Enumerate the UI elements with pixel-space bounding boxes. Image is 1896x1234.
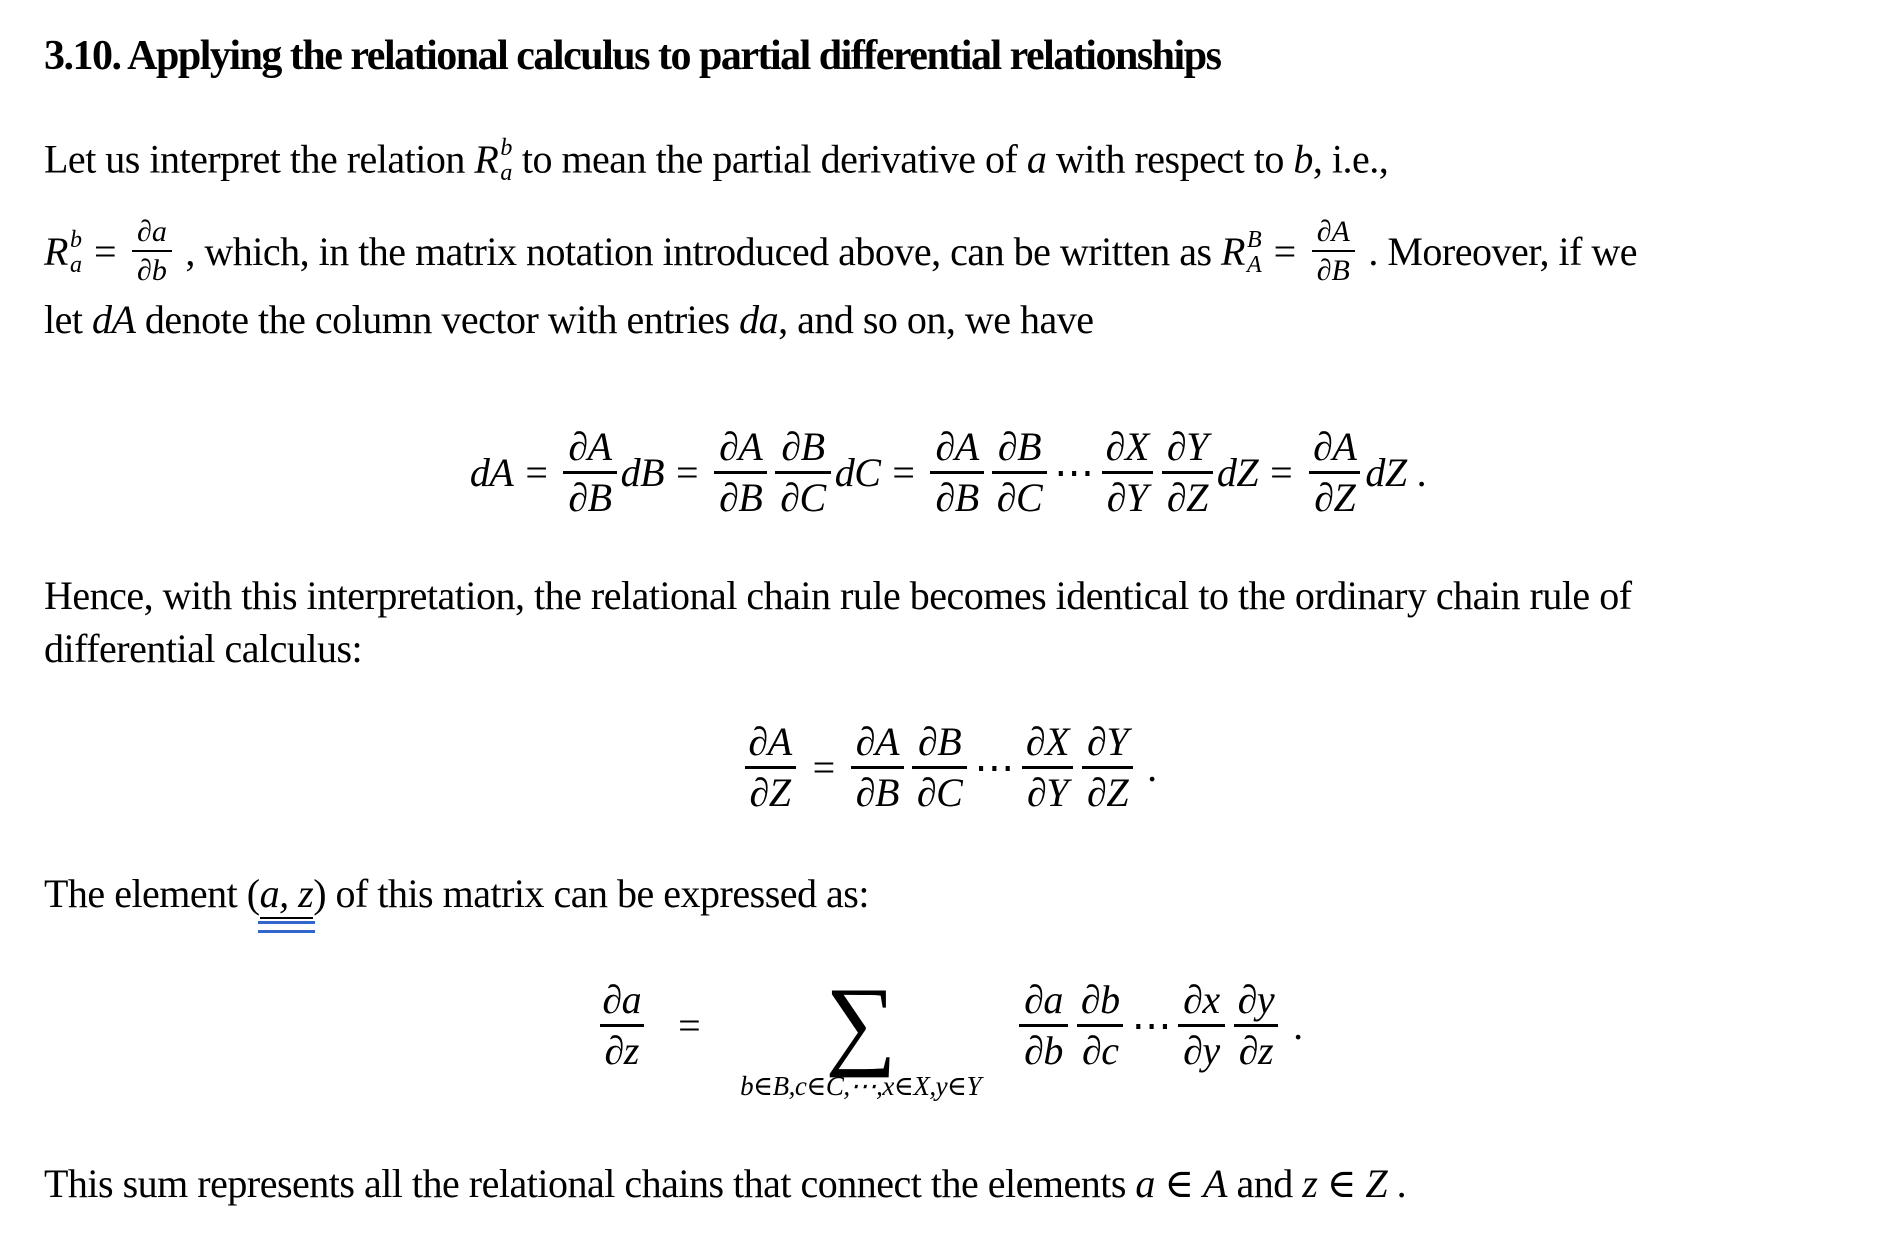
math-term-dZ: dZ	[1365, 450, 1407, 495]
equals-sign: =	[1273, 228, 1296, 274]
fraction-numerator: ∂Y	[1166, 424, 1208, 469]
fraction-numerator: ∂b	[1080, 977, 1120, 1023]
equals-sign: =	[892, 450, 915, 495]
period: .	[1147, 745, 1157, 790]
cdots: ⋯	[974, 745, 1014, 790]
fraction-numerator: ∂A	[568, 424, 612, 469]
fraction-denominator: ∂Y	[1102, 471, 1153, 520]
text-run: The element (	[44, 871, 260, 916]
fraction-denominator: ∂C	[775, 471, 830, 520]
fraction-denominator: ∂C	[992, 471, 1047, 520]
fraction	[597, 978, 646, 1073]
fraction-denominator: ∂Z	[1309, 471, 1360, 520]
grammar-marked-text[interactable]: a, z	[260, 871, 314, 919]
math-var-Z: Z	[1365, 1161, 1388, 1206]
summation-limits: b∈B,c∈C,⋯,x∈X,y∈Y	[740, 1071, 982, 1101]
math-term-dC: dC	[834, 450, 881, 495]
fraction	[930, 425, 983, 520]
math-R-sup-B-sub-A	[1221, 226, 1262, 276]
superscript: b	[500, 135, 513, 161]
fraction-numerator: ∂A	[935, 424, 979, 469]
fraction-denominator: ∂b	[1019, 1024, 1068, 1073]
text-run: and	[1226, 1161, 1303, 1206]
text-run: let	[44, 297, 92, 342]
cdots: ⋯	[1054, 450, 1094, 495]
math-base-R: R	[474, 136, 499, 182]
element-of-symbol: ∈	[1154, 1161, 1204, 1206]
math-var-a: a	[1135, 1161, 1155, 1206]
sup-sub-stack	[1247, 228, 1262, 278]
fraction-numerator: ∂X	[1105, 424, 1149, 469]
math-var-a: a	[1026, 136, 1047, 182]
fraction-numerator: ∂B	[918, 719, 962, 764]
fraction-denominator: ∂Z	[745, 766, 796, 815]
fraction-dA-dB	[1312, 215, 1355, 287]
math-term-dA: dA	[469, 450, 514, 495]
fraction	[1076, 978, 1125, 1073]
equals-sign: =	[1270, 450, 1293, 495]
superscript: B	[1246, 226, 1262, 253]
equals-sign: =	[812, 745, 835, 790]
math-base-R: R	[44, 228, 68, 274]
text-run: Hence, with this interpretation, the relational chain rule becomes identical to the ordinary chain rule of	[44, 573, 1632, 618]
text-run: denote the column vector with entries	[135, 297, 740, 342]
paragraph-intro-line-3	[44, 296, 1094, 343]
fraction	[1021, 720, 1074, 815]
fraction-numerator: ∂a	[137, 215, 167, 248]
fraction-numerator: ∂A	[855, 719, 899, 764]
math-var-da: da	[739, 297, 779, 342]
fraction-denominator: ∂Z	[1162, 471, 1213, 520]
fraction-denominator: ∂c	[1077, 1024, 1124, 1073]
fraction-numerator: ∂X	[1025, 719, 1070, 764]
math-var-b: b	[1293, 136, 1313, 182]
text-run: differential calculus:	[44, 626, 363, 671]
fraction-denominator: ∂B	[563, 471, 616, 520]
fraction-denominator: ∂y	[1178, 1024, 1225, 1073]
fraction	[743, 720, 796, 815]
fraction	[714, 425, 767, 520]
element-of-symbol: ∈	[1317, 1161, 1366, 1206]
paragraph-intro-line-1	[44, 134, 1389, 187]
equals-sign: =	[678, 1003, 701, 1049]
paragraph-element	[44, 870, 869, 917]
equals-sign: =	[93, 228, 116, 274]
paragraph-summary	[44, 1160, 1406, 1207]
fraction-numerator: ∂a	[602, 977, 642, 1023]
sup-sub-stack	[500, 136, 512, 186]
fraction-numerator: ∂Y	[1087, 719, 1129, 764]
math-term-dZ: dZ	[1216, 450, 1259, 495]
fraction-da-db	[132, 215, 172, 287]
equation-partial-chain-rule	[0, 720, 1896, 815]
fraction	[1162, 425, 1213, 520]
paragraph-hence-line-1	[44, 572, 1632, 619]
fraction-numerator: ∂a	[1024, 977, 1063, 1023]
text-run: , i.e.,	[1312, 136, 1389, 182]
text-run: to mean the partial derivative of	[512, 136, 1027, 182]
equals-sign: =	[525, 450, 548, 495]
subscript: a	[500, 160, 513, 187]
equation-differential-chain-rule	[0, 425, 1896, 520]
fraction-numerator: ∂A	[1316, 215, 1350, 248]
math-term-dB: dB	[620, 450, 665, 495]
paragraph-hence-line-2	[44, 625, 362, 672]
fraction-denominator: ∂B	[930, 471, 983, 520]
subscript: A	[1246, 252, 1262, 278]
fraction-denominator: ∂z	[600, 1024, 644, 1073]
fraction-numerator: ∂A	[748, 719, 792, 764]
period: .	[1387, 1161, 1407, 1206]
text-run: ) of this matrix can be expressed as:	[313, 871, 869, 916]
fraction	[775, 425, 830, 520]
fraction-denominator: ∂B	[851, 766, 904, 815]
superscript: b	[69, 226, 82, 253]
text-run: Let us interpret the relation	[44, 136, 475, 182]
fraction-numerator: ∂B	[997, 424, 1042, 469]
section-title: 3.10. Applying the relational calculus to partial differential relationships	[44, 33, 1221, 79]
fraction-numerator: ∂y	[1237, 977, 1275, 1023]
fraction-denominator: ∂z	[1234, 1024, 1278, 1073]
subscript: a	[69, 252, 82, 278]
fraction-denominator: ∂Z	[1082, 766, 1133, 815]
math-var-z: z	[1302, 1161, 1318, 1206]
fraction	[1082, 720, 1133, 815]
summation	[740, 967, 982, 1102]
math-var-dA: dA	[91, 297, 136, 342]
text-run: This sum represents all the relational chains that connect the elements	[44, 1161, 1136, 1206]
math-var-A: A	[1203, 1161, 1227, 1206]
fraction	[1101, 425, 1154, 520]
period: .	[1416, 450, 1427, 495]
fraction-denominator: ∂C	[912, 766, 967, 815]
fraction-numerator: ∂x	[1183, 977, 1220, 1023]
fraction	[1178, 978, 1225, 1073]
fraction-denominator: ∂Y	[1022, 766, 1073, 815]
fraction	[912, 720, 967, 815]
equation-element-sum	[0, 965, 1896, 1101]
fraction	[1019, 978, 1068, 1073]
fraction-numerator: ∂A	[719, 424, 763, 469]
fraction-denominator: ∂B	[1312, 250, 1355, 287]
sup-sub-stack	[70, 228, 82, 278]
fraction-denominator: ∂b	[132, 250, 172, 287]
fraction-numerator: ∂B	[781, 424, 825, 469]
fraction	[1233, 978, 1280, 1073]
text-run: , which, in the matrix notation introduced above, can be written as	[175, 228, 1222, 274]
fraction-numerator: ∂A	[1313, 424, 1357, 469]
math-base-R: R	[1221, 228, 1245, 274]
cdots: ⋯	[1131, 1003, 1172, 1049]
fraction	[1308, 425, 1361, 520]
fraction-denominator: ∂B	[714, 471, 767, 520]
equals-sign: =	[676, 450, 699, 495]
paragraph-intro-line-2	[44, 215, 1637, 287]
math-R-sup-b-sub-a	[474, 134, 513, 187]
period: .	[1293, 1003, 1303, 1049]
math-R-sup-b-sub-a	[44, 226, 82, 276]
text-run: . Moreover, if we	[1358, 228, 1638, 274]
fraction	[563, 425, 616, 520]
text-run: with respect to	[1046, 136, 1294, 182]
fraction	[992, 425, 1047, 520]
text-run: , and so on, we have	[778, 297, 1094, 342]
fraction	[851, 720, 904, 815]
sigma-symbol: ∑	[825, 967, 897, 1078]
